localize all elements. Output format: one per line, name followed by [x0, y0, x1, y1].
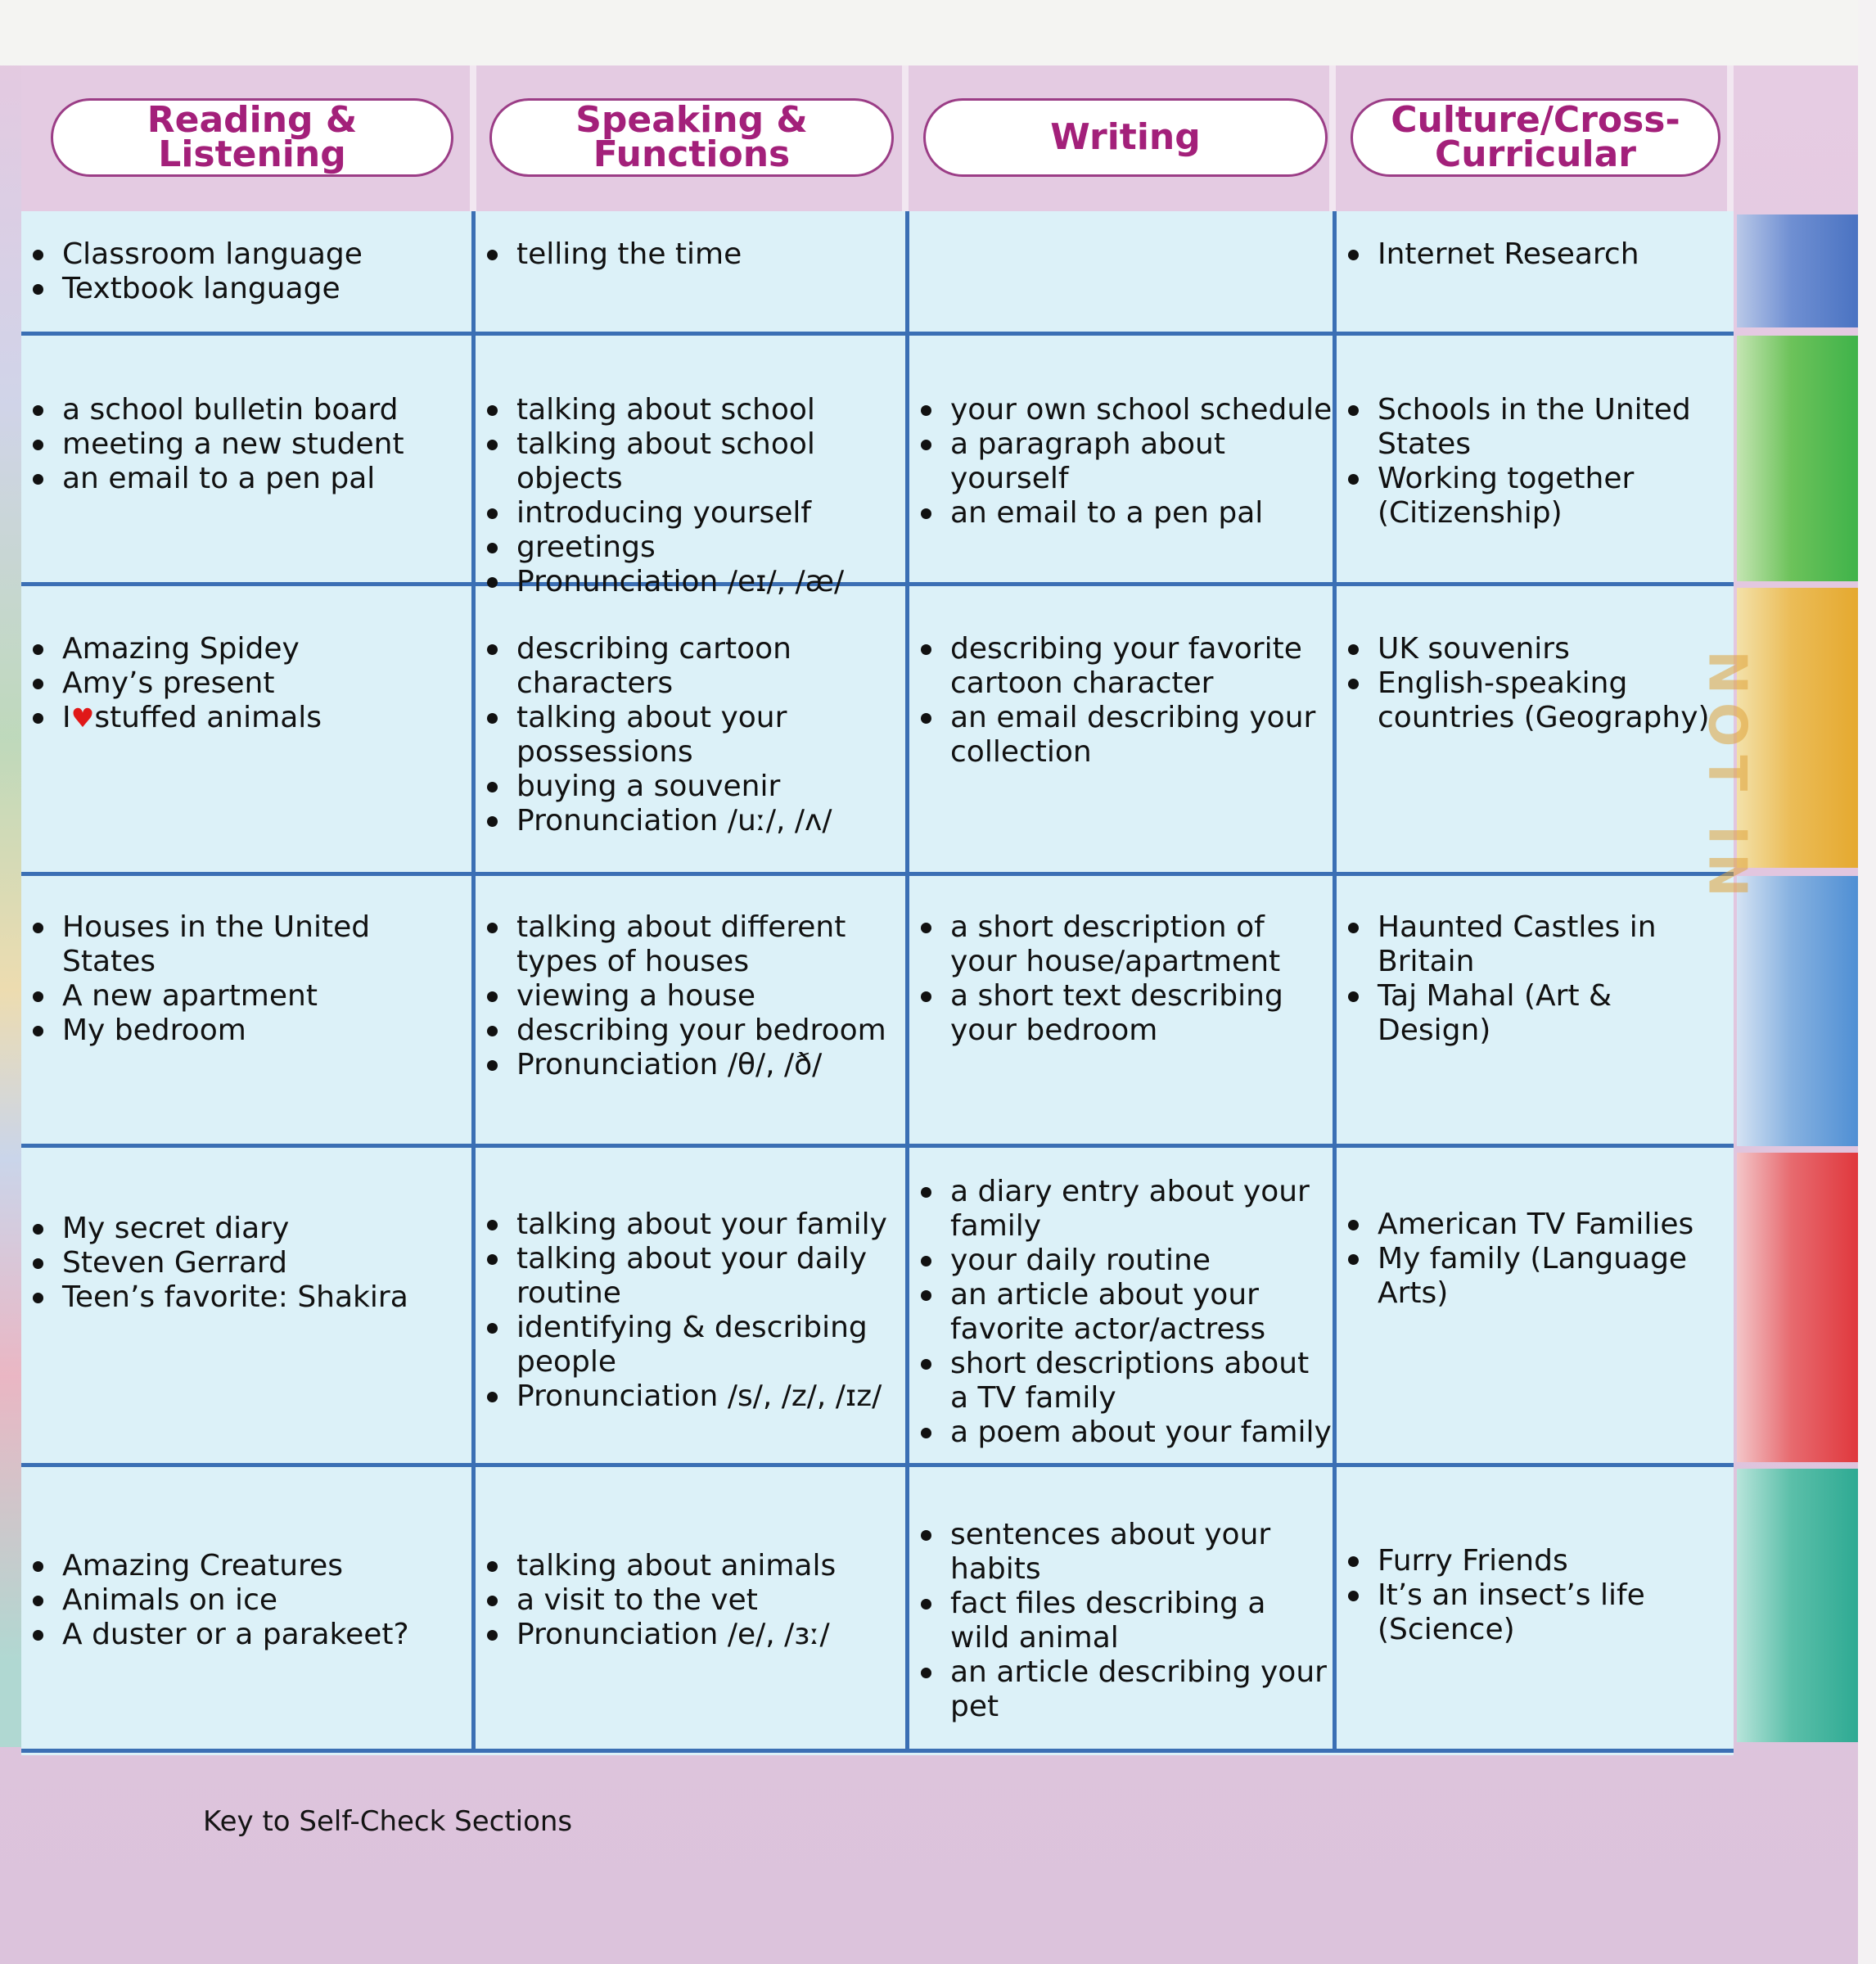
row-6-speaking — [476, 1549, 905, 1652]
not-in-stamp — [1686, 647, 1768, 909]
row-4-culture — [1337, 910, 1734, 1048]
list-item: talking about your possessions — [516, 701, 905, 770]
row-4-writing — [909, 910, 1333, 1048]
list-item: a paragraph about yourself — [950, 427, 1333, 496]
list-item: viewing a house — [516, 979, 905, 1014]
list-item: talking about school — [516, 393, 905, 427]
header-writing: Writing — [923, 98, 1328, 177]
list-item: a visit to the vet — [516, 1583, 905, 1618]
list-item: meeting a new student — [62, 427, 471, 462]
list-item: an email to a pen pal — [950, 496, 1333, 531]
list-item: Pronunciation /uː/, /ʌ/ — [516, 804, 905, 838]
row-1-speaking — [476, 237, 905, 272]
list-item: My bedroom — [62, 1014, 471, 1048]
list-item: Amazing Spidey — [62, 632, 471, 666]
list-item: describing cartoon characters — [516, 632, 905, 701]
list-item: Haunted Castles in Britain — [1378, 910, 1734, 979]
unit-tab-blue — [1737, 214, 1858, 327]
list-item: Pronunciation /e/, /ɜː/ — [516, 1618, 905, 1652]
list-item: identifying & describing people — [516, 1311, 905, 1379]
list-item: A new apartment — [62, 979, 471, 1014]
list-item: My family (Language Arts) — [1378, 1242, 1734, 1311]
list-item: greetings — [516, 531, 905, 565]
list-item: an article about your favorite actor/actress — [950, 1278, 1333, 1347]
list-item: Amy’s present — [62, 666, 471, 701]
list-item: Pronunciation /eɪ/, /æ/ — [516, 565, 905, 599]
stamp-text: NOT IN — [1697, 650, 1757, 905]
row-5-speaking — [476, 1208, 905, 1414]
list-item: English-speaking countries (Geography) — [1378, 666, 1734, 735]
row-6-reading — [21, 1549, 471, 1652]
page-top-margin — [0, 0, 1876, 65]
header-separator — [902, 65, 909, 211]
list-item: Schools in the United States — [1378, 393, 1734, 462]
list-item: fact files describing a wild animal — [950, 1587, 1333, 1655]
list-item: Pronunciation /s/, /z/, /ɪz/ — [516, 1379, 905, 1414]
list-item: your daily routine — [950, 1244, 1333, 1278]
header-separator — [1727, 65, 1734, 211]
row-divider — [21, 1749, 1734, 1753]
unit-tab-light-blue — [1737, 876, 1858, 1146]
heart-prefix: I — [62, 701, 71, 734]
header-culture-cross-curricular: Culture/Cross- Curricular — [1351, 98, 1720, 177]
list-item: A duster or a parakeet? — [62, 1618, 471, 1652]
list-item: Steven Gerrard — [62, 1246, 471, 1280]
list-item: buying a souvenir — [516, 770, 905, 804]
row-3-writing — [909, 632, 1333, 770]
left-color-strip — [0, 65, 21, 1747]
list-item: telling the time — [516, 237, 905, 272]
row-2-culture — [1337, 393, 1734, 531]
row-1-culture — [1337, 237, 1734, 272]
list-item: introducing yourself — [516, 496, 905, 531]
list-item: talking about your family — [516, 1208, 905, 1242]
row-5-writing — [909, 1175, 1333, 1450]
list-item: UK souvenirs — [1378, 632, 1734, 666]
unit-tab-green — [1737, 336, 1858, 581]
list-item: Animals on ice — [62, 1583, 471, 1618]
row-6-culture — [1337, 1544, 1734, 1647]
header-reading-listening: Reading & Listening — [51, 98, 453, 177]
heart-icon: ♥ — [70, 702, 95, 734]
list-item: an email describing your collection — [950, 701, 1333, 770]
list-item: an article describing your pet — [950, 1655, 1333, 1724]
key-to-self-check-label: Key to Self-Check Sections — [203, 1805, 573, 1838]
list-item: talking about different types of houses — [516, 910, 905, 979]
list-item: talking about your daily routine — [516, 1242, 905, 1311]
list-item: Working together (Citizenship) — [1378, 462, 1734, 531]
list-item: talking about animals — [516, 1549, 905, 1583]
list-item: a diary entry about your family — [950, 1175, 1333, 1244]
heart-suffix: stuffed animals — [94, 701, 322, 734]
list-item: Furry Friends — [1378, 1544, 1734, 1578]
list-item: Textbook language — [62, 272, 471, 306]
list-item: Classroom language — [62, 237, 471, 272]
list-item: Internet Research — [1378, 237, 1734, 272]
list-item: Taj Mahal (Art & Design) — [1378, 979, 1734, 1048]
header-row — [21, 65, 1734, 211]
list-item: a short description of your house/apartment — [950, 910, 1333, 979]
list-item: Amazing Creatures — [62, 1549, 471, 1583]
list-item: a school bulletin board — [62, 393, 471, 427]
row-divider — [21, 1463, 1734, 1467]
list-item: Houses in the United States — [62, 910, 471, 979]
row-6-writing — [909, 1518, 1333, 1724]
list-item: a poem about your family — [950, 1415, 1332, 1449]
row-divider — [21, 872, 1734, 876]
list-item: short descriptions about a TV family — [950, 1347, 1333, 1415]
row-1-reading — [21, 237, 471, 306]
row-4-speaking — [476, 910, 905, 1082]
header-speaking-functions: Speaking & Functions — [489, 98, 894, 177]
row-5-culture — [1337, 1208, 1734, 1311]
header-separator — [470, 65, 476, 211]
list-item: your own school schedule — [950, 393, 1333, 427]
list-item: an email to a pen pal — [62, 462, 471, 496]
row-2-reading — [21, 393, 471, 496]
list-item: It’s an insect’s life (Science) — [1378, 1578, 1734, 1647]
row-4-reading — [21, 910, 471, 1048]
row-3-culture — [1337, 632, 1734, 735]
list-item: Teen’s favorite: Shakira — [62, 1280, 471, 1315]
row-5-reading — [21, 1212, 471, 1315]
list-item: sentences about your habits — [950, 1518, 1333, 1587]
syllabus-table — [21, 65, 1734, 1755]
row-2-speaking — [476, 393, 905, 599]
list-item: American TV Families — [1378, 1208, 1734, 1242]
row-2-writing — [909, 393, 1333, 531]
row-3-reading — [21, 632, 471, 735]
row-3-speaking — [476, 632, 905, 838]
unit-tab-teal — [1737, 1469, 1858, 1742]
list-item: describing your bedroom — [516, 1014, 905, 1048]
row-divider — [21, 1144, 1734, 1148]
list-item: Pronunciation /θ/, /ð/ — [516, 1048, 905, 1082]
list-item: My secret diary — [62, 1212, 471, 1246]
unit-tab-red — [1737, 1153, 1858, 1462]
list-item: talking about school objects — [516, 427, 905, 496]
header-separator — [1329, 65, 1336, 211]
list-item: a short text describing your bedroom — [950, 979, 1333, 1048]
page-right-margin — [1858, 0, 1876, 1964]
list-item — [62, 701, 471, 735]
row-divider — [21, 332, 1734, 336]
list-item: describing your favorite cartoon character — [950, 632, 1333, 701]
